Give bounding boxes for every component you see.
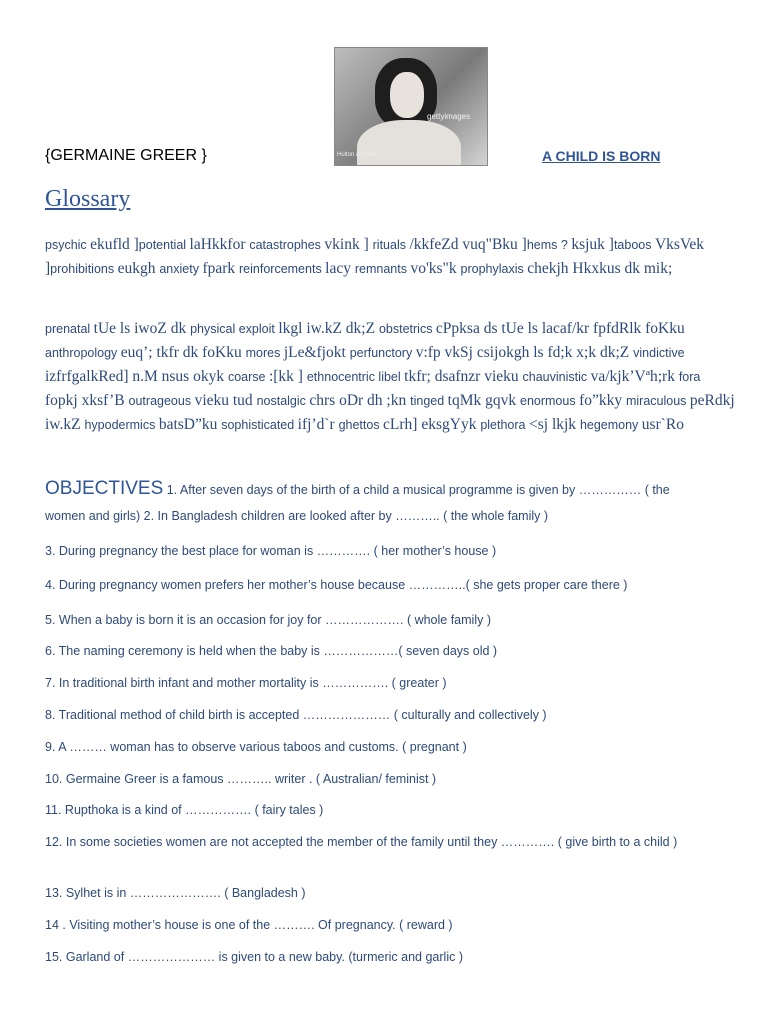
glossary-term: miraculous (625, 394, 690, 408)
glossary-term: coarse (227, 370, 269, 384)
glossary-meaning: eukgh (117, 260, 160, 277)
objective-item: 8. Traditional method of child birth is accepted ………………… ( culturally and collectively ) (45, 708, 547, 722)
glossary-meaning: tUe ls iwoZ dk (93, 320, 191, 337)
glossary-meaning: chrs oDr dh ;kn (309, 392, 411, 409)
objectives-intro (45, 476, 735, 529)
glossary-meaning: tqMk gqvk (447, 392, 520, 409)
glossary-term: outrageous (128, 394, 195, 408)
glossary-meaning: tkfr; dsafnzr vieku (404, 368, 523, 385)
glossary-term: physical exploit (190, 322, 279, 336)
glossary-term: rituals (372, 238, 410, 252)
glossary-term: mores (245, 346, 284, 360)
glossary-term: enormous (520, 394, 580, 408)
glossary-meaning: :[kk ] (268, 368, 307, 385)
objectives-heading: OBJECTIVES (45, 478, 164, 499)
glossary-term: remnants (354, 262, 411, 276)
glossary-meaning: v:fp vkSj csijokgh ls fd;k x;k dk;Z (415, 344, 634, 361)
glossary-meaning: <sj lkjk (528, 416, 580, 433)
objective-item: 14 . Visiting mother’s house is one of the ………. Of pregnancy. ( reward ) (45, 918, 453, 932)
glossary-term: tinged (410, 394, 448, 408)
objective-1-2-cont: women and girls) 2. In Bangladesh children are looked after by ……….. ( the whole family ) (45, 509, 549, 523)
glossary-term: reinforcements (239, 262, 326, 276)
glossary-meaning: lacy (325, 260, 355, 277)
glossary-term: obstetrics (378, 322, 436, 336)
glossary-term: nostalgic (256, 394, 310, 408)
glossary-term: vindictive (633, 346, 685, 360)
glossary-term: prophylaxis (460, 262, 528, 276)
glossary-term: hegemony (579, 418, 642, 432)
glossary-heading: Glossary (45, 186, 131, 212)
glossary-meaning: jLe&fjokt (283, 344, 350, 361)
glossary-term: anxiety (159, 262, 203, 276)
objective-1: 1. After seven days of the birth of a child a musical programme is given by …………… ( the (163, 483, 670, 497)
objective-item: 7. In traditional birth infant and mother mortality is ……………. ( greater ) (45, 676, 447, 690)
glossary-meaning: ekufld ] (90, 236, 139, 253)
glossary-term: ethnocentric libel (306, 370, 405, 384)
story-title-link[interactable]: A CHILD IS BORN (542, 148, 661, 164)
glossary-meaning: lkgl iw.kZ dk;Z (278, 320, 379, 337)
author-photo (334, 47, 488, 166)
glossary-term: plethora (480, 418, 529, 432)
glossary-term: ghettos (338, 418, 384, 432)
objective-item: 5. When a baby is born it is an occasion for joy for ………………. ( whole family ) (45, 613, 491, 627)
photo-credit: Hulton Archive (337, 152, 376, 158)
glossary-meaning: laHkkfor (189, 236, 250, 253)
objective-item: 6. The naming ceremony is held when the baby is ………………( seven days old ) (45, 644, 498, 658)
author-name: {GERMAINE GREER } (45, 147, 207, 164)
objective-item: 4. During pregnancy women prefers her mother’s house because …………..( she gets proper care there ) (45, 578, 628, 592)
glossary-meaning: batsD”ku (158, 416, 222, 433)
glossary-meaning: ksjuk ] (571, 236, 614, 253)
objective-item: 15. Garland of ………………… is given to a new baby. (turmeric and garlic ) (45, 950, 463, 964)
glossary-term: potential (138, 238, 190, 252)
photo-body (357, 120, 461, 166)
glossary-meaning: /kkfeZd vuq"Bku ] (409, 236, 527, 253)
glossary-meaning: VksVek ] (45, 236, 705, 277)
glossary-meaning: fo”kky (579, 392, 626, 409)
glossary-block-2 (45, 317, 735, 437)
glossary-meaning: chekjh Hkxkus dk mik; (527, 260, 673, 277)
objective-item: 10. Germaine Greer is a famous ……….. writer . ( Australian/ feminist ) (45, 772, 437, 786)
glossary-term: chauvinistic (522, 370, 591, 384)
glossary-meaning: vo'ks"k (410, 260, 461, 277)
glossary-term: perfunctory (349, 346, 416, 360)
glossary-term: catastrophes (249, 238, 325, 252)
glossary-meaning: usr`Ro (641, 416, 684, 433)
glossary-meaning: cPpksa ds tUe ls lacaf/kr fpfdRlk foKku (435, 320, 685, 337)
objective-item: 3. During pregnancy the best place for woman is …………. ( her mother’s house ) (45, 544, 497, 558)
glossary-meaning: fpark (202, 260, 240, 277)
glossary-meaning: vkink ] (324, 236, 373, 253)
glossary-meaning: va/kjk’Vªh;rk (590, 368, 679, 385)
glossary-meaning: euq’; tkfr dk foKku (120, 344, 246, 361)
glossary-term: taboos (613, 238, 655, 252)
glossary-meaning: peRdkj iw.kZ (45, 392, 735, 433)
glossary-term: prenatal (45, 322, 94, 336)
photo-watermark: gettyimages (427, 112, 471, 121)
glossary-meaning: cLrh] eksgYyk (383, 416, 481, 433)
objective-item: 11. Rupthoka is a kind of ……………. ( fairy tales ) (45, 803, 324, 817)
objective-item: 13. Sylhet is in …………………. ( Bangladesh ) (45, 886, 306, 900)
glossary-block-1 (45, 233, 735, 281)
glossary-meaning: izfrfgalkRed] n.M nsus okyk (45, 368, 228, 385)
glossary-term: prohibitions (50, 262, 118, 276)
glossary-meaning: fopkj xksf’B (45, 392, 129, 409)
glossary-meaning: vieku tud (194, 392, 257, 409)
objective-item: 12. In some societies women are not accepted the member of the family until they …………. ( give birth to a child ) (45, 835, 678, 849)
glossary-term: psychic (45, 238, 91, 252)
glossary-term: fora (678, 370, 701, 384)
glossary-meaning: ifj’d`r (297, 416, 339, 433)
glossary-term: hypodermics (84, 418, 159, 432)
objective-item: 9. A ……… woman has to observe various taboos and customs. ( pregnant ) (45, 740, 467, 754)
photo-face (390, 72, 424, 118)
glossary-term: anthropology (45, 346, 121, 360)
glossary-term: sophisticated (221, 418, 298, 432)
glossary-term: hems ? (526, 238, 572, 252)
